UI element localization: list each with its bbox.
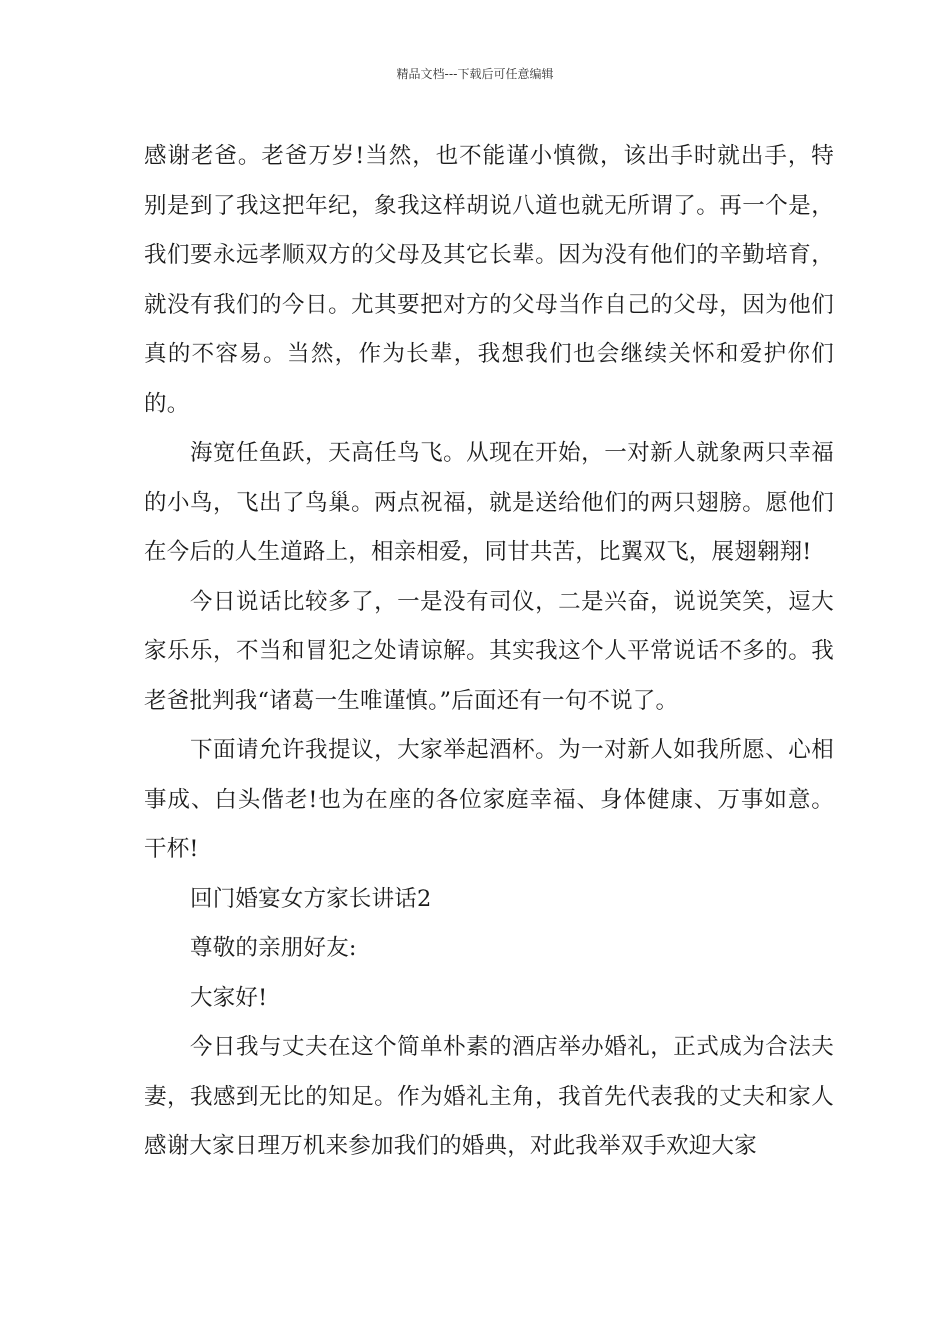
paragraph: 感谢老爸。老爸万岁!当然，也不能谨小慎微，该出手时就出手，特别是到了我这把年纪，象我这样胡说八道也就无所谓了。再一个是，我们要永远孝顺双方的父母及其它长辈。因为没有他们的辛勤培育，就没有我们的今日。尤其要把对方的父母当作自己的父母，因为他们真的不容易。当然，作为长辈，我想我们也会继续关怀和爱护你们的。 <box>144 143 834 417</box>
paragraph: 下面请允许我提议，大家举起酒杯。为一对新人如我所愿、心相事成、白头偕老!也为在座的各位家庭幸福、身体健康、万事如意。干杯! <box>144 737 834 862</box>
paragraph: 今日说话比较多了，一是没有司仪，二是兴奋，说说笑笑，逗大家乐乐，不当和冒犯之处请谅解。其实我这个人平常说话不多的。我老爸批判我“诸葛一生唯谨慎。”后面还有一句不说了。 <box>144 588 834 714</box>
paragraph: 今日我与丈夫在这个简单朴素的酒店举办婚礼，正式成为合法夫妻，我感到无比的知足。作为婚礼主角，我首先代表我的丈夫和家人感谢大家日理万机来参加我们的婚典，对此我举双手欢迎大家 <box>144 1034 834 1159</box>
greeting: 大家好! <box>190 984 268 1011</box>
paragraph: 海宽任鱼跃，天高任鸟飞。从现在开始，一对新人就象两只幸福的小鸟，飞出了鸟巢。两点祝福，就是送给他们的两只翅膀。愿他们在今后的人生道路上，相亲相爱，同甘共苦，比翼双飞，展翅翱翔! <box>144 440 834 565</box>
page-header: 精品文档---下载后可任意编辑 <box>396 67 554 81</box>
section-heading: 回门婚宴女方家长讲话2 <box>190 885 432 912</box>
salutation: 尊敬的亲朋好友: <box>190 935 357 961</box>
document-body <box>144 132 834 1172</box>
